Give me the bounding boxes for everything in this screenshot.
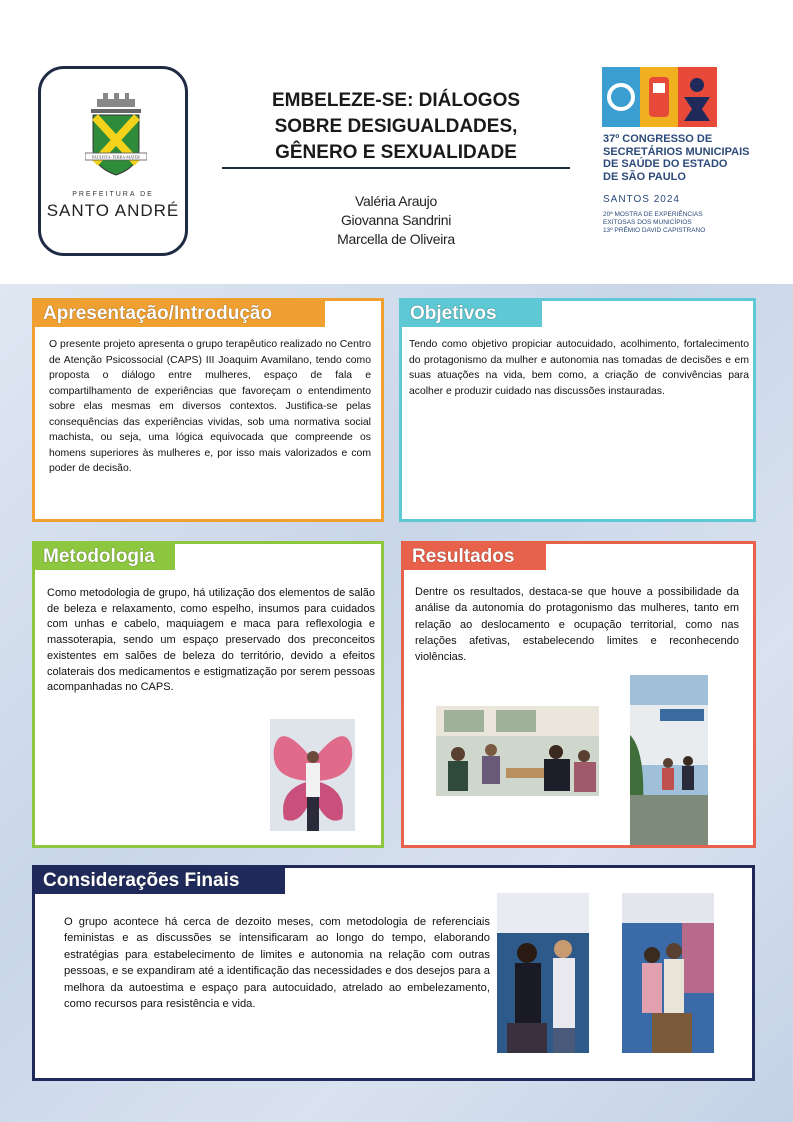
coat-of-arms-icon [85,91,147,181]
title-line: EMBELEZE-SE: DIÁLOGOS [271,90,521,111]
intro-heading: Apresentação/Introdução [35,301,325,327]
results-heading: Resultados [404,544,546,570]
results-text: Dentre os resultados, destaca-se que houve a possibilidade da análise da autonomia do protagonismo das mulheres, tanto em relação ao deslocamento e ocupação territorial, como nas relações afetivas, estabelecendo limites e reconhecendo violências. [415,586,739,664]
intro-section [32,298,384,522]
methodology-section [32,541,384,848]
group-meeting-photo [436,706,599,796]
congress-city: SANTOS 2024 [603,194,680,205]
logo-motto: PAULISTA-TERRA-MATER [92,154,140,160]
objectives-heading: Objetivos [402,301,542,327]
hair-care-photo [497,893,589,1053]
methodology-text: Como metodologia de grupo, há utilização dos elementos de salão de beleza e relaxamento, como espelho, insumos para cuidados com unhas e cabelo, maquiagem e maca para reflexologia e massoterapia, sendo um espaço preservado dos preconceitos existentes em salões de beleza do território, devido a efeitos colaterais dos medicamentos e estigmatização por serem pessoas acompanhadas no CAPS. [47,587,375,694]
results-section [401,541,756,848]
objectives-text: Tendo como objetivo propiciar autocuidado, acolhimento, fortalecimento do protagonismo da mulher e autonomia nas tomadas de decisões e em suas atuações na vida, bem como, a criação de convivências para acolher e produzir cuidado nas discussões instauradas. [409,339,749,397]
intro-text: O presente projeto apresenta o grupo terapêutico realizado no Centro de Atenção Psicossocial (CAPS) III Joaquim Avamilano, tendo como proposta o diálogo entre mulheres, espaço de fala e compartilhamento de experiências que favoreçam o entendimento sobre elas mesmas em diversos contextos. Justifica-se pelas consequências das experiências vividas, sob uma normativa social machista, ou seja, uma lógica equivocada que compreende os homens superiores às mulheres e, por isso mais valorizados e com poder de decisão. [49,339,371,474]
logo-small-text: PREFEITURA DE [72,191,154,198]
author-name: Giovanna Sandrini [340,212,452,228]
outdoor-group-photo [630,675,708,845]
conclusion-text: O grupo acontece há cerca de dezoito meses, com metodologia de referenciais feministas e as discussões se intensificaram ao longo do tempo, elaborando estratégias para estabelecimento de limites e autonomia na relação com outras pessoas, e se expandiram até a identificação das necessidades e dos desejos para a melhora da autoestima e espaço para autocuidado, atrelado ao embelezamento, como recursos para resistência e vida. [64,916,490,1011]
salon-room-photo [622,893,714,1053]
congress-logo-icon [602,67,717,127]
author-name: Marcella de Oliveira [337,231,455,247]
congress-title: 37º CONGRESSO DE SECRETÁRIOS MUNICIPAIS DE SAÚDE DO ESTADO DE SÃO PAULO [603,133,750,183]
methodology-heading: Metodologia [35,544,175,570]
logo-city-name: SANTO ANDRÉ [46,201,180,220]
congress-subtitle: 20ª MOSTRA DE EXPERIÊNCIAS EXITOSAS DOS MUNICÍPIOS 13º PRÊMIO DAVID CAPISTRANO [603,211,706,234]
author-name: Valéria Araujo [355,193,437,209]
butterfly-wings-photo [270,719,355,831]
conclusion-section [32,865,755,1081]
title-line: SOBRE DESIGUALDADES, [274,116,518,137]
title-divider [222,167,570,169]
objectives-section [399,298,756,522]
poster-title [222,88,570,166]
author-list [222,192,570,249]
conclusion-heading: Considerações Finais [35,868,285,894]
title-line: GÊNERO E SEXUALIDADE [275,142,517,163]
santo-andre-logo [38,66,188,256]
